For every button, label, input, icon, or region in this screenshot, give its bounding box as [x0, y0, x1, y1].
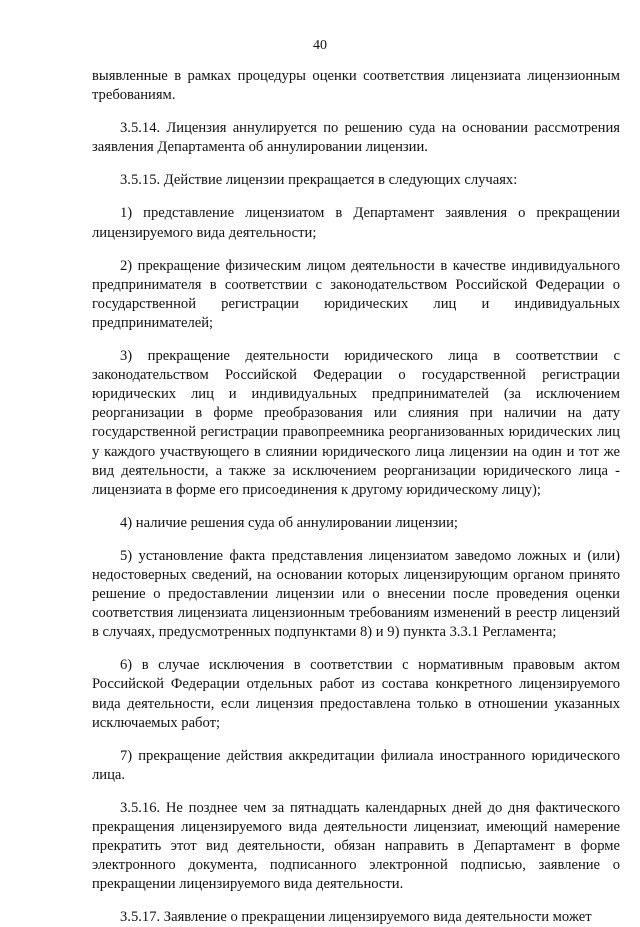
paragraph-continuation: выявленные в рамках процедуры оценки соответствия лицензиата лицензионным требованиям.	[92, 68, 620, 104]
list-item-7: 7) прекращение действия аккредитации филиала иностранного юридического лица.	[92, 747, 620, 783]
list-item-2: 2) прекращение физическим лицом деятельности в качестве индивидуального предпринимателя в соответствии с законодательством Российской Федерации о государственной регистрации юридических лиц и индивидуальных предпринимателей;	[92, 257, 620, 331]
list-item-1: 1) представление лицензиатом в Департамент заявления о прекращении лицензируемого вида деятельности;	[92, 205, 620, 241]
list-item-5: 5) установление факта представления лицензиатом заведомо ложных и (или) недостоверных сведений, на основании которых лицензирующим органом принято решение о предоставлении лицензии или о внесении после проведения оценки соответствия лицензиата лицензионным требованиям изменений в реестр лицензий в случаях, предусмотренных подпунктами 8) и 9) пункта 3.3.1 Регламента;	[92, 547, 620, 641]
list-item-6: 6) в случае исключения в соответствии с нормативным правовым актом Российской Федерации отдельных работ из состава конкретного лицензируемого вида деятельности, если лицензия предоставлена только в отношении указанных исключаемых работ;	[92, 657, 620, 731]
paragraph-3-5-16: 3.5.16. Не позднее чем за пятнадцать календарных дней до дня фактического прекращения лицензируемого вида деятельности лицензиат, имеющий намерение прекратить этот вид деятельности, обязан направить в Департамент в форме электронного документа, подписанного электронной подписью, заявление о прекращении лицензируемого вида деятельности.	[92, 799, 620, 893]
paragraph-3-5-15: 3.5.15. Действие лицензии прекращается в следующих случаях:	[120, 172, 518, 189]
paragraph-3-5-14: 3.5.14. Лицензия аннулируется по решению суда на основании рассмотрения заявления Департамента об аннулировании лицензии.	[92, 120, 620, 156]
list-item-4: 4) наличие решения суда об аннулировании лицензии;	[120, 514, 458, 531]
paragraph-3-5-17: 3.5.17. Заявление о прекращении лицензируемого вида деятельности может	[120, 909, 592, 926]
document-body	[92, 67, 620, 927]
list-item-3: 3) прекращение деятельности юридического лица в соответствии с законодательством Российской Федерации о государственной регистрации юридических лиц и индивидуальных предпринимателей (за исключением реорганизации в форме преобразования или слияния при наличии на дату государственной регистрации правопреемника реорганизованных юридических лиц у каждого участвующего в слиянии юридического лица лицензии на один и тот же вид деятельности, а также за исключением реорганизации юридического лица - лицензиата в форме его присоединения к другому юридическому лицу);	[92, 348, 620, 498]
page-number: 40	[313, 38, 327, 53]
